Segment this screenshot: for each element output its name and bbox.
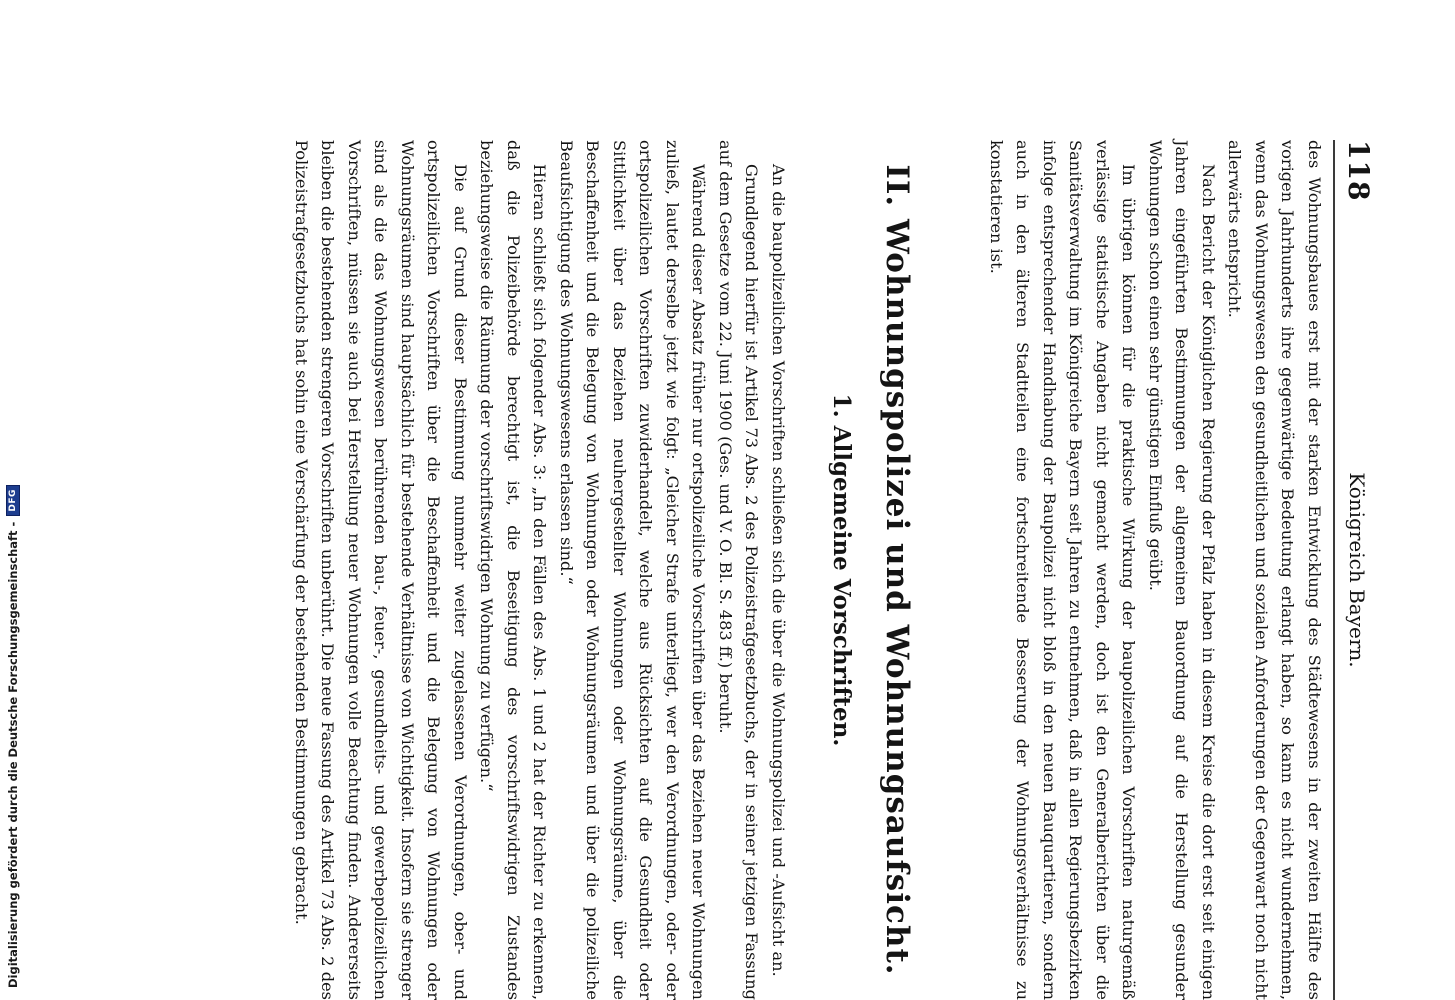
page-number: 118: [1342, 140, 1375, 202]
paragraph: Während dieser Absatz früher nur ortspolizeiliche Vorschriften über das Beziehen neuer Wohnungen zuließ, lautet derselbe jetzt wie folgt: „Gleicher Strafe unterliegt, wer den Verordnungen, oder- oder ortspolizeilichen Vorschriften zuwiderhandelt, welche aus Rücksichten auf die Gesundheit oder Sittlichkeit über das Beziehen neuhergestellter Wohnungen oder Wohnungsräume, über die Beschaffenheit und die Belegung von Wohnungen oder Wohnungsräumen und über die polizeiliche Beaufsichtigung des Wohnungswesens erlassen sind.“: [557, 140, 709, 1000]
credit-text: Digitalisierung gefördert durch die Deutsche Forschungsgemeinschaft -: [6, 521, 20, 988]
paragraph: Nach Bericht der Königlichen Regierung der Pfalz haben in diesem Kreise die dort erst seit einigen Jahren eingeführten Bestimmungen der allgemeinen Bauordnung auf die Herstellung gesunder Wohnungen schon einen sehr günstigen Einfluß geübt.: [1146, 140, 1218, 1000]
intro-text: [983, 140, 1328, 1000]
paragraph: Die auf Grund dieser Bestimmung nunmehr weiter zugelassenen Verordnungen, ober- und ortspolizeilichen Vorschriften über die Beschaffenheit und die Belegung von Wohnungen oder Wohnungsräumen sind hauptsächlich für bestehende Verhältnisse von Wichtigkeit. Insofern sie strenger sind als die das Wohnungswesen berührenden bau-, feuer-, gesundheits- und gewerbepolizeilichen Vorschriften, müssen sie auch bei Herstellung neuer Wohnungen volle Beachtung finden. Andererseits bleiben die bestehenden strengeren Vorschriften unberührt. Die neue Fassung des Artikel 73 Abs. 2 des Polizeistrafgesetzbuchs hat sohin eine Verschärfung der bestehenden Bestimmungen gebracht.: [292, 140, 470, 1000]
body-text: [288, 140, 792, 1000]
paragraph: Grundlegend hierfür ist Artikel 73 Abs. 2 des Polizeistrafgesetzbuchs, der in seiner jetzigen Fassung auf dem Gesetze vom 22. Juni 1900 (Ges. und V. O. Bl. S. 483 ff.) beruht.: [716, 140, 762, 1000]
paragraph: Hieran schließt sich folgender Abs. 3: „In den Fällen des Abs. 1 und 2 hat der Richter zu erkennen, daß die Polizeibehörde berechtigt ist, die Beseitigung des vorschriftswidrigen Zustandes beziehungsweise die Räumung der vorschriftswidrigen Wohnung zu verfügen.“: [477, 140, 550, 1000]
paragraph: An die baupolizeilichen Vorschriften schließen sich die über die Wohnungspolizei und -Aufsicht an.: [769, 164, 788, 977]
dfg-logo: DFG: [6, 485, 20, 516]
digitization-credit: [2, 0, 24, 1000]
section-heading: 1. Allgemeine Vorschriften.: [828, 393, 855, 747]
paragraph: des Wohnungsbaues erst mit der starken Entwicklung des Städtewesens in der zweiten Hälfte des vorigen Jahrhunderts ihre gegenwärtige Bedeutung erlangt haben, so kann es nicht wundernehmen, wenn das Wohnungswesen den gesundheitlichen und sozialen Anforderungen der Gegenwart noch nicht allerwärts entspricht.: [1225, 140, 1324, 1000]
scanned-page: [85, 140, 1375, 1000]
page-header: [1339, 140, 1375, 1000]
chapter-heading: II. Wohnungspolizei und Wohnungsaufsicht.: [879, 164, 915, 976]
running-head: Königreich Bayern.: [1345, 472, 1369, 668]
header-rule: [1333, 140, 1335, 1000]
paragraph: Im übrigen können für die praktische Wirkung der baupolizeilichen Vorschriften naturgemäß verlässige statistische Angaben nicht gemacht werden, doch ist den Generalberichten über die Sanitätsverwaltung im Königreiche Bayern seit Jahren zu entnehmen, daß in allen Regierungsbezirken infolge entsprechender Handhabung der Baupolizei nicht bloß in den neuen Bauquartieren, sondern auch in den älteren Stadtteilen eine fortschreitende Besserung der Wohnungsverhältnisse zu konstatieren ist.: [987, 140, 1139, 1000]
